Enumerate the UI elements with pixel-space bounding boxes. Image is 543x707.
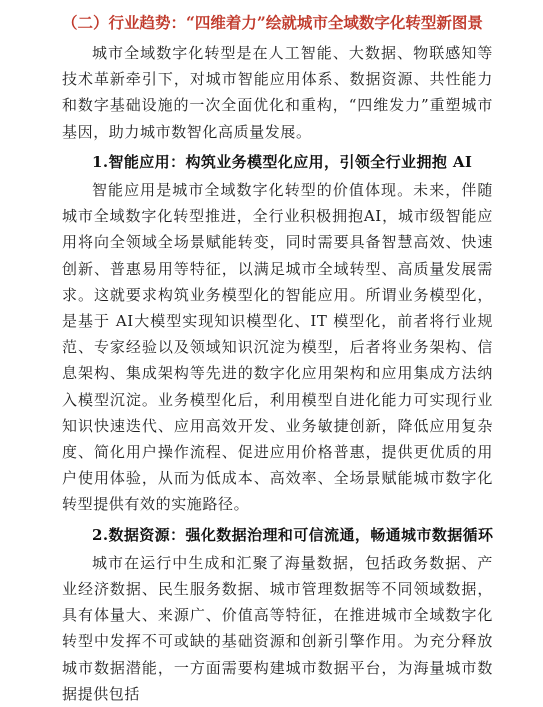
subheading-data-resources: 2.数据资源：强化数据治理和可信流通，畅通城市数据循环 — [92, 525, 494, 544]
section-heading: （二）行业趋势：“四维着力”绘就城市全域数字化转型新图景 — [62, 13, 483, 32]
subheading-smart-applications: 1.智能应用：构筑业务模型化应用，引领全行业拥抱 AI — [92, 152, 473, 171]
intro-paragraph: 城市全域数字化转型是在人工智能、大数据、物联感知等技术革新牵引下，对城市智能应用体系、数据资源、共性能力和数字基础设施的一次全面优化和重构，“四维发力”重塑城市基因，助力城市数智化高质量发展。 — [62, 44, 493, 141]
paragraph-data-resources: 城市在运行中生成和汇聚了海量数据，包括政务数据、产业经济数据、民生服务数据、城市管理数据等不同领域数据，具有体量大、来源广、价值高等特征，在推进城市全域数字化转型中发挥不可或缺的基础资源和创新引擎作用。为充分释放城市数据潜能，一方面需要构建城市数据平台，为海量城市数据提供包括 — [62, 553, 493, 703]
paragraph-smart-applications: 智能应用是城市全域数字化转型的价值体现。未来，伴随城市全域数字化转型推进，全行业积极拥抱AI，城市级智能应用将向全领域全场景赋能转变，同时需要具备智慧高效、快速创新、普惠易用等特征，以满足城市全域转型、高质量发展需求。这就要求构筑业务模型化的智能应用。所谓业务模型化，是基于 AI大模型实现知识模型化、IT 模型化，前者将行业规范、专家经验以及领域知识沉淀为模型，后者将业务架构、信息架构、集成架构等先进的数字化应用架构和应用集成方法纳入模型沉淀。业务模型化后，利用模型自进化能力可实现行业知识快速迭代、应用高效开发、业务敏捷创新，降低应用复杂度、简化用户操作流程、促进应用价格普惠，提供更优质的用户使用体验，从而为低成本、高效率、全场景赋能城市数字化转型提供有效的实施路径。 — [62, 181, 493, 514]
